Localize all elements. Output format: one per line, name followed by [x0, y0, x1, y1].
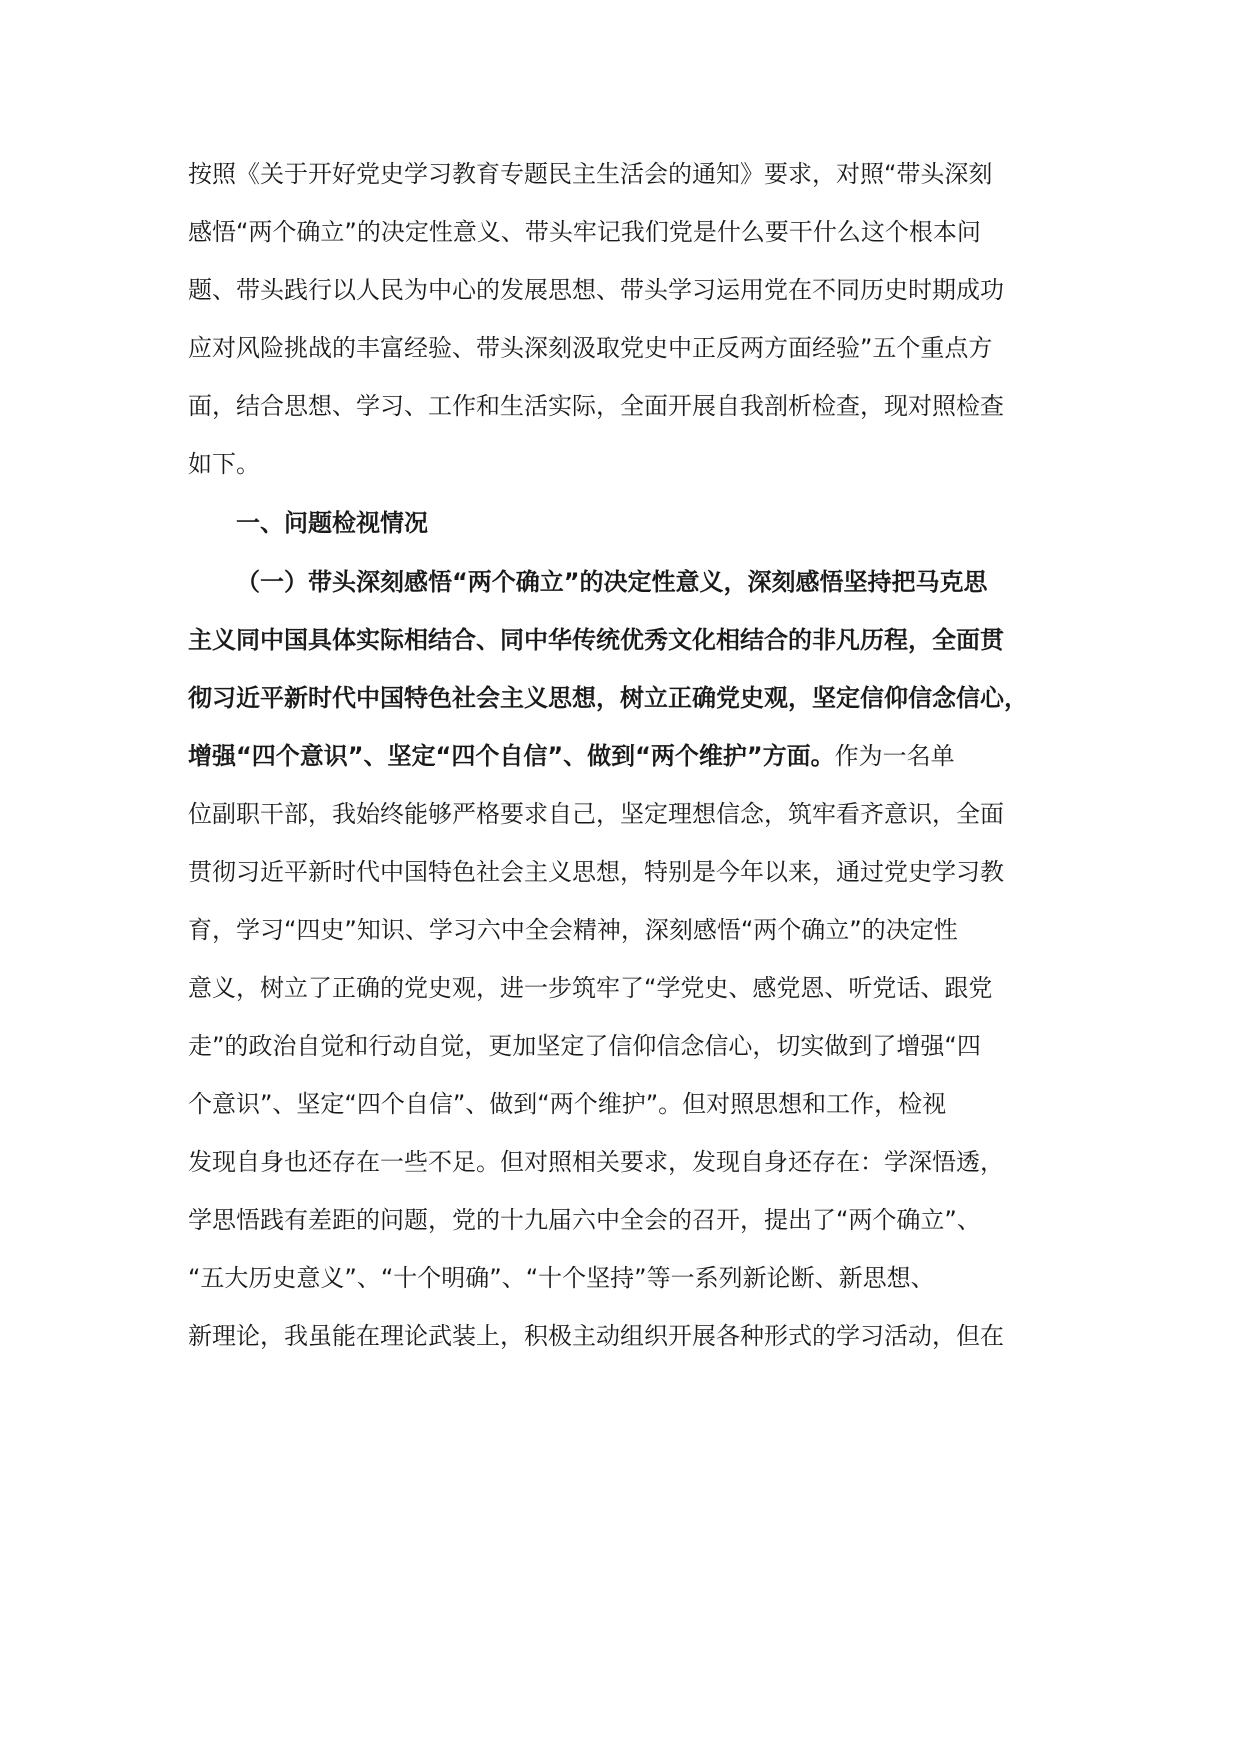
paragraph-line: 题、带头践行以人民为中心的发展思想、带头学习运用党在不同历史时期成功 — [188, 276, 1004, 304]
paragraph-line: “五大历史意义”、“十个明确”、“十个坚持”等一系列新论断、新思想、 — [188, 1264, 935, 1292]
paragraph-line: 走”的政治自觉和行动自觉，更加坚定了信仰信念信心，切实做到了增强“四 — [188, 1032, 981, 1060]
paragraph-line: 如下。 — [188, 450, 260, 478]
paragraph-line: 面，结合思想、学习、工作和生活实际，全面开展自我剖析检查，现对照检查 — [188, 392, 1004, 420]
paragraph-line: 发现自身也还存在一些不足。但对照相关要求，发现自身还存在：学深悟透， — [188, 1148, 1004, 1176]
paragraph-line: 育，学习“四史”知识、学习六中全会精神，深刻感悟“两个确立”的决定性 — [188, 916, 958, 944]
subsection-heading-end: 增强“四个意识”、坚定“四个自信”、做到“两个维护”方面。 — [188, 742, 835, 770]
paragraph-line: 新理论，我虽能在理论武装上，积极主动组织开展各种形式的学习活动，但在 — [188, 1322, 1004, 1350]
body-text-start: 作为一名单 — [834, 742, 955, 770]
subsection-heading-line: 彻习近平新时代中国特色社会主义思想，树立正确党史观，坚定信仰信念信心， — [188, 684, 1028, 712]
mixed-line — [188, 736, 1058, 776]
section-heading: 一、问题检视情况 — [236, 509, 428, 537]
paragraph-line: 感悟“两个确立”的决定性意义、带头牢记我们党是什么要干什么这个根本问 — [188, 218, 981, 246]
paragraph-line: 意义，树立了正确的党史观，进一步筑牢了“学党史、感党恩、听党话、跟党 — [188, 974, 993, 1002]
subsection-heading-line: 主义同中国具体实际相结合、同中华传统优秀文化相结合的非凡历程，全面贯 — [188, 626, 1004, 654]
paragraph-line: 贯彻习近平新时代中国特色社会主义思想，特别是今年以来，通过党史学习教 — [188, 858, 1004, 886]
paragraph-line: 个意识”、坚定“四个自信”、做到“两个维护”。但对照思想和工作，检视 — [188, 1090, 947, 1118]
paragraph-line: 应对风险挑战的丰富经验、带头深刻汲取党史中正反两方面经验”五个重点方 — [188, 334, 993, 362]
paragraph-line: 学思悟践有差距的问题，党的十九届六中全会的召开，提出了“两个确立”、 — [188, 1206, 981, 1234]
subsection-heading-line: （一）带头深刻感悟“两个确立”的决定性意义，深刻感悟坚持把马克思 — [236, 568, 988, 596]
paragraph-line: 按照《关于开好党史学习教育专题民主生活会的通知》要求，对照“带头深刻 — [188, 160, 993, 188]
paragraph-line: 位副职干部，我始终能够严格要求自己，坚定理想信念，筑牢看齐意识，全面 — [188, 800, 1004, 828]
